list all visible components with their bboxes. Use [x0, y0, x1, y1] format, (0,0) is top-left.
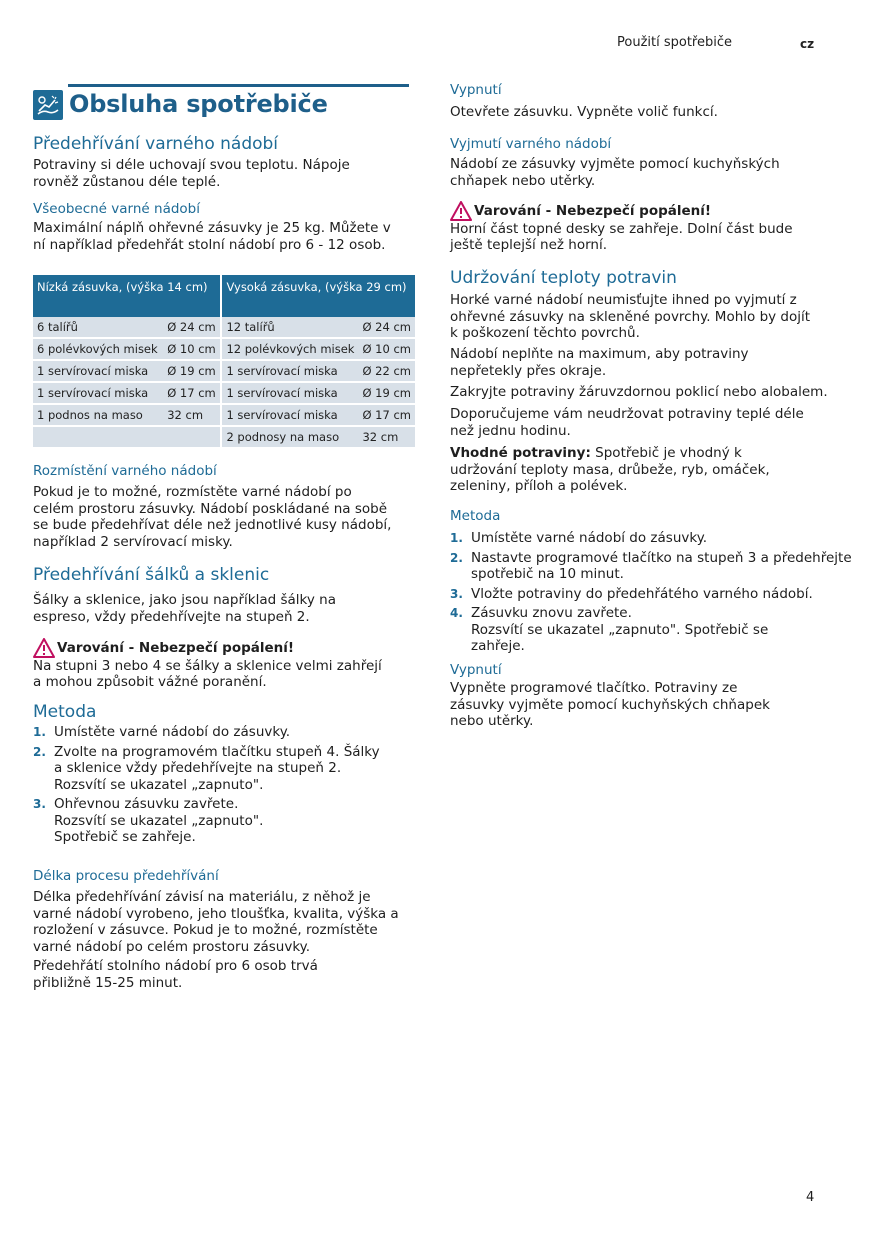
- table-header-high: Vysoká zásuvka, (výška 29 cm): [221, 275, 415, 317]
- step-number: 1.: [450, 531, 463, 545]
- table-cell: Ø 10 cm: [163, 338, 221, 360]
- table-cell: 2 podnosy na maso: [221, 426, 358, 448]
- heading-keep-warm: Udržování teploty potravin: [450, 268, 677, 288]
- heading-duration: Délka procesu předehřívání: [33, 868, 219, 884]
- section-title-block: [33, 84, 409, 124]
- step-number: 3.: [450, 586, 463, 601]
- keep-warm-p5: [450, 445, 800, 495]
- step-number: 2.: [33, 744, 46, 759]
- step-number: 1.: [33, 725, 46, 739]
- list-item: [450, 605, 840, 655]
- table-cell: [163, 426, 221, 448]
- warning-text: Na stupni 3 nebo 4 se šálky a sklenice velmi zahřejí a mohou způsobit vážné poranění.: [33, 658, 382, 690]
- step-number: 4.: [450, 606, 463, 620]
- warning-triangle-icon: [33, 638, 55, 658]
- heading-off-1: Vypnutí: [450, 82, 502, 98]
- warning-title: Varování - Nebezpečí popálení!: [474, 203, 712, 219]
- table-cell: 1 servírovací miska: [221, 360, 358, 382]
- table-cell: 32 cm: [358, 426, 415, 448]
- step-line: zahřeje.: [471, 638, 525, 654]
- heading-remove: Vyjmutí varného nádobí: [450, 136, 612, 152]
- table-cell: 6 polévkových misek: [33, 338, 163, 360]
- step-line: Umístěte varné nádobí do zásuvky.: [54, 724, 291, 740]
- placement-text: Pokud je to možné, rozmístěte varné nádobí po celém prostoru zásuvky. Nádobí poskládané na sobě se bude předehřívat déle než jednotlivé kusy nádobí, například 2 servírovací misky.: [33, 484, 392, 550]
- keep-warm-p4: Doporučujeme vám neudržovat potraviny teplé déle než jednu hodinu.: [450, 406, 804, 439]
- cups-text: Šálky a sklenice, jako jsou například šálky na espreso, vždy předehřívejte na stupeň 2.: [33, 592, 337, 625]
- table-cell: Ø 19 cm: [163, 360, 221, 382]
- table-row: [33, 382, 415, 404]
- table-cell: 12 polévkových misek: [221, 338, 358, 360]
- step-line: Spotřebič se zahřeje.: [54, 829, 196, 845]
- step-number: 3.: [33, 797, 46, 811]
- heading-method-left: Metoda: [33, 702, 97, 722]
- table-cell: Ø 22 cm: [358, 360, 415, 382]
- page-title: Obsluha spotřebiče: [69, 90, 328, 118]
- table-cell: Ø 24 cm: [358, 317, 415, 338]
- keep-warm-p2: Nádobí neplňte na maximum, aby potraviny nepřetekly přes okraje.: [450, 346, 749, 379]
- table-cell: 1 servírovací miska: [33, 382, 163, 404]
- step-line: a sklenice vždy předehřívejte na stupeň 2.: [54, 760, 342, 776]
- list-item: [33, 724, 403, 741]
- step-line: Zásuvku znovu zavřete.: [471, 605, 632, 621]
- duration-text-1: Délka předehřívání závisí na materiálu, z něhož je varné nádobí vyrobeno, jeho tloušťka, kvalita, výška a rozložení v zásuvce. Pokud je to možné, rozmístěte varné nádobí po celém prostoru zásuvky.: [33, 889, 399, 955]
- keep-warm-p1: Horké varné nádobí neumisťujte ihned po vyjmutí z ohřevné zásuvky na skleněné povrchy. Mohlo by dojít k poškození těchto povrchů.: [450, 292, 811, 341]
- heading-method-right: Metoda: [450, 508, 501, 524]
- table-header-low: Nízká zásuvka, (výška 14 cm): [33, 275, 221, 317]
- duration-text-2: Předehřátí stolního nádobí pro 6 osob trvá přibližně 15-25 minut.: [33, 958, 318, 991]
- warning-text: Horní část topné desky se zahřeje. Dolní část bude ještě teplejší než horní.: [450, 221, 793, 253]
- step-line: Nastavte programové tlačítko na stupeň 3 a předehřejte: [471, 549, 852, 566]
- step-line: Ohřevnou zásuvku zavřete.: [54, 796, 239, 812]
- table-cell: Ø 17 cm: [163, 382, 221, 404]
- table-row: [33, 338, 415, 360]
- list-item: [450, 530, 840, 547]
- step-line: Umístěte varné nádobí do zásuvky.: [471, 530, 708, 546]
- table-cell: 1 podnos na maso: [33, 404, 163, 426]
- step-line: Rozsvítí se ukazatel „zapnuto".: [54, 776, 264, 793]
- remove-text: Nádobí ze zásuvky vyjměte pomocí kuchyňských chňapek nebo utěrky.: [450, 156, 780, 189]
- table-cell: 1 servírovací miska: [221, 382, 358, 404]
- keep-warm-p3: Zakryjte potraviny žáruvzdornou poklicí nebo alobalem.: [450, 384, 828, 400]
- table-cell: 12 talířů: [221, 317, 358, 338]
- table-cell: Ø 19 cm: [358, 382, 415, 404]
- suitable-foods-text: Spotřebič je vhodný k udržování teploty masa, drůbeže, ryb, omáček, zeleniny, příloh a polévek.: [450, 445, 770, 494]
- step-number: 2.: [450, 550, 463, 565]
- table-cell: 6 talířů: [33, 317, 163, 338]
- general-dishes-text: Maximální náplň ohřevné zásuvky je 25 kg. Můžete v ní například předehřát stolní nádobí pro 6 - 12 osob.: [33, 220, 391, 253]
- step-line: Rozsvítí se ukazatel „zapnuto".: [54, 812, 264, 829]
- operation-hand-icon: [33, 90, 63, 120]
- heading-off-2: Vypnutí: [450, 662, 502, 678]
- suitable-foods-label: Vhodné potraviny:: [450, 445, 591, 461]
- heading-placement: Rozmístění varného nádobí: [33, 463, 217, 479]
- table-cell: Ø 24 cm: [163, 317, 221, 338]
- step-line: spotřebič na 10 minut.: [471, 566, 624, 582]
- running-header-title: Použití spotřebiče: [617, 35, 732, 50]
- table-cell: 1 servírovací miska: [33, 360, 163, 382]
- language-code: cz: [800, 37, 815, 51]
- table-cell: 1 servírovací miska: [221, 404, 358, 426]
- heading-cups: Předehřívání šálků a sklenic: [33, 565, 270, 585]
- step-line: Vložte potraviny do předehřátého varného nádobí.: [471, 585, 813, 602]
- heading-general-dishes: Všeobecné varné nádobí: [33, 201, 200, 217]
- table-cell: [33, 426, 163, 448]
- capacity-table: [33, 275, 415, 449]
- list-item: [450, 586, 840, 603]
- title-rule: [68, 84, 409, 87]
- table-cell: Ø 17 cm: [358, 404, 415, 426]
- page-number: 4: [806, 1190, 815, 1205]
- list-item: [450, 549, 852, 583]
- step-line: Rozsvítí se ukazatel „zapnuto". Spotřebič se: [471, 621, 769, 638]
- warning-burn-right: [450, 201, 795, 253]
- table-row: [33, 426, 415, 448]
- off-1-text: Otevřete zásuvku. Vypněte volič funkcí.: [450, 104, 718, 120]
- method-list-left: [33, 724, 403, 849]
- table-cell: Ø 10 cm: [358, 338, 415, 360]
- table-cell: 32 cm: [163, 404, 221, 426]
- table-row: [33, 360, 415, 382]
- preheat-dishes-text: Potraviny si déle uchovají svou teplotu. Nápoje rovněž zůstanou déle teplé.: [33, 157, 350, 190]
- heading-preheat-dishes: Předehřívání varného nádobí: [33, 134, 279, 154]
- method-list-right: [450, 530, 852, 658]
- warning-burn-left: [33, 638, 393, 690]
- step-line: Zvolte na programovém tlačítku stupeň 4. Šálky: [54, 743, 380, 760]
- list-item: [33, 796, 403, 846]
- table-row: [33, 317, 415, 338]
- warning-title: Varování - Nebezpečí popálení!: [57, 640, 295, 656]
- list-item: [33, 744, 403, 794]
- warning-triangle-icon: [450, 201, 472, 221]
- table-row: [33, 404, 415, 426]
- off-2-text: Vypněte programové tlačítko. Potraviny ze zásuvky vyjměte pomocí kuchyňských chňapek nebo utěrky.: [450, 680, 770, 729]
